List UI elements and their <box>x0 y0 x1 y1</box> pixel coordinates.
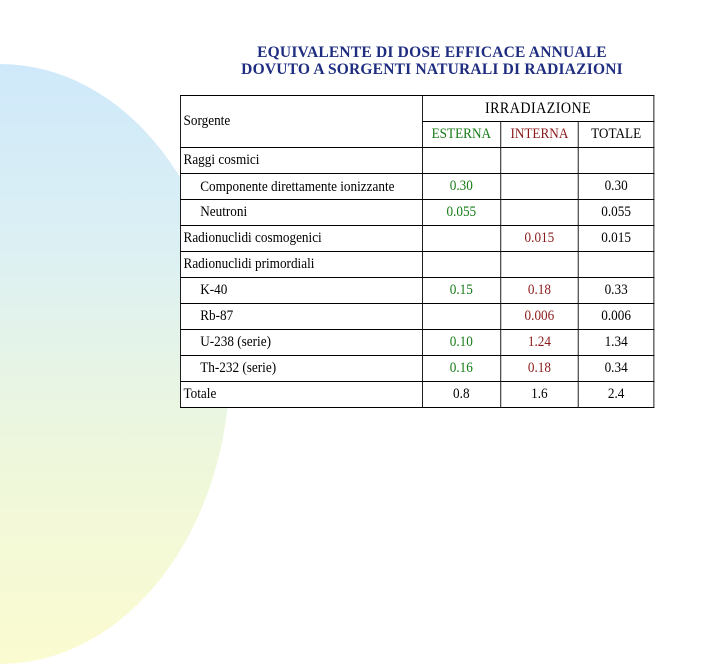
cell-total: 0.055 <box>578 200 654 226</box>
cell-internal <box>500 200 578 226</box>
dose-table <box>180 95 654 408</box>
cell-external <box>422 252 500 278</box>
cell-total: 0.34 <box>578 356 654 382</box>
header-source: Sorgente <box>180 96 422 148</box>
cell-internal: 1.24 <box>500 330 578 356</box>
row-label: Radionuclidi cosmogenici <box>180 226 422 252</box>
row-label: Neutroni <box>180 200 422 226</box>
cell-external: 0.15 <box>422 278 500 304</box>
cell-external: 0.30 <box>422 174 500 200</box>
header-internal: INTERNA <box>500 122 578 148</box>
cell-external <box>422 226 500 252</box>
cell-internal: 0.18 <box>500 278 578 304</box>
title-line-1: EQUIVALENTE DI DOSE EFFICACE ANNUALE <box>257 44 607 61</box>
cell-internal: 0.015 <box>500 226 578 252</box>
cell-total: 0.30 <box>578 174 654 200</box>
row-label: Totale <box>180 382 422 408</box>
table-row <box>180 200 653 226</box>
header-total: TOTALE <box>578 122 654 148</box>
cell-total: 0.006 <box>578 304 654 330</box>
cell-internal <box>500 252 578 278</box>
table-row <box>180 148 653 174</box>
cell-external: 0.10 <box>422 330 500 356</box>
cell-external: 0.16 <box>422 356 500 382</box>
cell-internal: 1.6 <box>500 382 578 408</box>
header-external: ESTERNA <box>422 122 500 148</box>
row-label <box>180 174 422 200</box>
cell-external <box>422 304 500 330</box>
row-label: U-238 (serie) <box>180 330 422 356</box>
table-row <box>180 356 653 382</box>
cell-internal <box>500 174 578 200</box>
cell-external: 0.055 <box>422 200 500 226</box>
table-row <box>180 304 653 330</box>
table-row <box>180 252 653 278</box>
title-line-2: DOVUTO A SORGENTI NATURALI DI RADIAZIONI <box>241 61 623 78</box>
cell-external <box>422 148 500 174</box>
table-row <box>180 174 653 200</box>
cell-total: 0.015 <box>578 226 654 252</box>
cell-external: 0.8 <box>422 382 500 408</box>
cell-total <box>578 148 654 174</box>
cell-total: 0.33 <box>578 278 654 304</box>
row-label: K-40 <box>180 278 422 304</box>
cell-internal: 0.006 <box>500 304 578 330</box>
header-irradiation: IRRADIAZIONE <box>422 96 654 122</box>
cell-internal: 0.18 <box>500 356 578 382</box>
cell-total: 1.34 <box>578 330 654 356</box>
table-row <box>180 330 653 356</box>
row-label: Radionuclidi primordiali <box>180 252 422 278</box>
row-label: Th-232 (serie) <box>180 356 422 382</box>
page-title <box>180 44 684 78</box>
header-row-1 <box>180 96 653 122</box>
total-row <box>180 382 653 408</box>
cell-total: 2.4 <box>578 382 654 408</box>
cell-total <box>578 252 654 278</box>
row-label-text: Componente direttamente ionizzante <box>200 178 395 195</box>
cell-internal <box>500 148 578 174</box>
row-label: Rb-87 <box>180 304 422 330</box>
table-row <box>180 226 653 252</box>
table-row <box>180 278 653 304</box>
row-label: Raggi cosmici <box>180 148 422 174</box>
